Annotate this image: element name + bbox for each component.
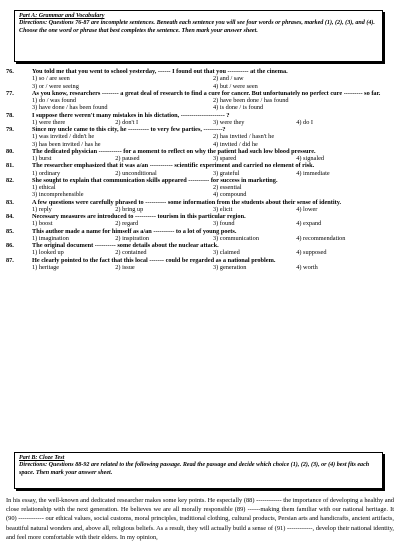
answer-option-3[interactable]: 3) generation bbox=[212, 263, 247, 271]
answer-option-3[interactable]: 3) have done / has been found bbox=[32, 104, 108, 112]
question-stem bbox=[6, 228, 394, 235]
answer-option-4[interactable]: 4) but / were seen bbox=[213, 82, 258, 90]
question-number: 77. bbox=[6, 89, 14, 97]
answer-options bbox=[6, 155, 394, 162]
answer-options bbox=[6, 249, 394, 256]
answer-option-2[interactable]: 2) has invited / hasn't he bbox=[213, 133, 275, 141]
answer-options bbox=[6, 235, 394, 242]
answer-option-1[interactable]: 1) ordinary bbox=[32, 169, 61, 177]
answer-option-1[interactable]: 1) do / was found bbox=[32, 97, 77, 104]
question-83 bbox=[6, 199, 394, 214]
question-stem bbox=[6, 90, 394, 97]
answer-option-1[interactable]: 1) burst bbox=[32, 155, 52, 162]
question-number: 79. bbox=[6, 126, 14, 133]
answer-options bbox=[6, 220, 394, 227]
question-number: 78. bbox=[6, 111, 14, 119]
answer-option-2[interactable]: 2) have been done / has found bbox=[213, 97, 289, 104]
question-text: A few questions were carefully phrased to ---------- some information from the students about their sense of identity. bbox=[32, 198, 342, 206]
question-85 bbox=[6, 228, 394, 243]
part-a-title: Part A: Grammar and Vocabulary bbox=[19, 13, 105, 19]
question-87 bbox=[6, 257, 394, 272]
question-78 bbox=[6, 112, 394, 127]
answer-option-2[interactable]: 2) and / saw bbox=[213, 75, 244, 83]
question-number: 86. bbox=[6, 242, 14, 249]
question-stem bbox=[6, 257, 394, 264]
question-number: 76. bbox=[6, 68, 14, 75]
question-stem bbox=[6, 177, 394, 184]
answer-option-1[interactable]: 1) was invited / didn't he bbox=[32, 133, 95, 141]
question-80 bbox=[6, 148, 394, 163]
answer-options bbox=[6, 206, 394, 213]
answer-option-3[interactable]: 3) were they bbox=[212, 118, 245, 126]
question-stem bbox=[6, 112, 394, 119]
question-86 bbox=[6, 242, 394, 257]
part-a-directions: Directions: Questions 76-87 are incomplete sentences. Beneath each sentence you will see four words or phrases, marked (1), (2), (3), and (4). Choose the one word or phrase that best completes the sentence. Then mark your answer sheet. bbox=[19, 20, 375, 34]
answer-option-2[interactable]: 2) essential bbox=[213, 184, 242, 191]
answer-options bbox=[6, 119, 394, 126]
question-text: The original document ---------- some details about the nuclear attack. bbox=[32, 242, 219, 249]
question-stem bbox=[6, 199, 394, 206]
part-a-instructions-box bbox=[14, 10, 383, 62]
answer-option-4[interactable]: 4) is done / is found bbox=[213, 104, 264, 112]
answer-option-2[interactable]: 2) bring up bbox=[115, 205, 144, 213]
answer-option-4[interactable]: 4) recommendation bbox=[296, 234, 346, 242]
question-text: Necessary measures are introduced to ---------- tourism in this particular region. bbox=[32, 213, 246, 220]
question-text: Since my uncle came to this city, he ---------- to very few parties, ---------? bbox=[32, 126, 226, 133]
answer-option-1[interactable]: 1) so / are seen bbox=[32, 75, 70, 83]
answer-option-1[interactable]: 1) ethical bbox=[32, 184, 56, 191]
answer-option-3[interactable]: 3) communication bbox=[212, 234, 259, 242]
question-79 bbox=[6, 126, 394, 148]
question-number: 85. bbox=[6, 227, 14, 235]
question-number: 84. bbox=[6, 213, 14, 220]
answer-options bbox=[6, 97, 394, 112]
answer-option-1[interactable]: 1) reply bbox=[32, 205, 52, 213]
answer-option-3[interactable]: 3) incomprehensible bbox=[32, 191, 84, 199]
cloze-passage: In his essay, the well-known and dedicated researcher makes some key points. He especially (88) ------------ the importance of developing a healthy and close relationship with the next generation. He believes we are all morally responsible (89) ------making them familiar with our national heritage. It (90) ------------ our ethical values, social customs, moral principles, traditional clothing, cultural products, Persian arts and handicrafts, ancient artifacts, beautiful natural wonders and, above all, religious beliefs. As a result, they will actually build a sense of (91) ------------, develop their national identity, and feel more comfortable with their elders. In my opinion, bbox=[6, 497, 394, 541]
question-stem bbox=[6, 126, 394, 133]
answer-option-2[interactable]: 2) contained bbox=[115, 249, 147, 257]
answer-option-1[interactable]: 1) were there bbox=[32, 118, 66, 126]
question-number: 82. bbox=[6, 176, 14, 184]
answer-option-3[interactable]: 3) elicit bbox=[212, 205, 233, 213]
question-stem bbox=[6, 148, 394, 155]
answer-option-4[interactable]: 4) supposed bbox=[296, 249, 327, 257]
question-text: You told me that you went to school yesterday, ------ I found out that you ---------- at the cinema. bbox=[32, 68, 288, 75]
question-text: She sought to explain that communication skills appeared ---------- for success in marketing. bbox=[32, 176, 278, 184]
answer-options bbox=[6, 184, 394, 199]
question-text: I suppose there weren't many mistakes in his dictation, --------------------- ? bbox=[32, 111, 230, 119]
question-text: This author made a name for himself as a/an ---------- to a lot of young poets. bbox=[32, 227, 237, 235]
question-stem bbox=[6, 213, 394, 220]
answer-option-4[interactable]: 4) lower bbox=[296, 205, 318, 213]
question-number: 80. bbox=[6, 147, 14, 155]
question-81 bbox=[6, 162, 394, 177]
question-82 bbox=[6, 177, 394, 199]
part-b-directions: Directions: Questions 88-92 are related to the following passage. Read the passage and decide which choice (1), (2), (3), or (4) best fits each space. Then mark your answer sheet. bbox=[19, 462, 370, 476]
part-b-instructions-box bbox=[14, 452, 383, 489]
question-text: The dedicated physician ----------- for a moment to reflect on why the patient had such low blood pressure. bbox=[32, 147, 316, 155]
answer-option-2[interactable]: 2) regard bbox=[115, 220, 139, 228]
answer-option-3[interactable]: 3) has been invited / has he bbox=[32, 140, 101, 148]
answer-option-4[interactable]: 4) compound bbox=[213, 191, 247, 199]
question-77 bbox=[6, 90, 394, 112]
answer-option-2[interactable]: 2) inspiration bbox=[115, 234, 150, 242]
answer-option-3[interactable]: 3) claimed bbox=[212, 249, 240, 257]
question-text: The researcher emphasized that it was a/an ----------- scientific experiment and carried no element of risk. bbox=[32, 162, 315, 170]
part-b-title: Part B: Cloze Test bbox=[19, 455, 65, 461]
answer-option-2[interactable]: 2) paused bbox=[115, 155, 140, 162]
question-84 bbox=[6, 213, 394, 228]
answer-options bbox=[6, 170, 394, 177]
question-number: 83. bbox=[6, 198, 14, 206]
answer-option-2[interactable]: 2) issue bbox=[115, 263, 135, 271]
answer-options bbox=[6, 75, 394, 90]
answer-option-4[interactable]: 4) do I bbox=[296, 118, 314, 126]
question-number: 87. bbox=[6, 256, 14, 264]
answer-option-4[interactable]: 4) worth bbox=[296, 263, 318, 271]
question-76 bbox=[6, 68, 394, 90]
answer-option-2[interactable]: 2) don't I bbox=[115, 118, 139, 126]
answer-option-1[interactable]: 1) heritage bbox=[32, 263, 60, 271]
answer-options bbox=[6, 264, 394, 271]
question-text: He clearly pointed to the fact that this local ------- could be regarded as a national problem. bbox=[32, 256, 276, 264]
answer-option-1[interactable]: 1) boost bbox=[32, 220, 53, 228]
question-stem bbox=[6, 68, 394, 75]
answer-option-3[interactable]: 3) or / were seeing bbox=[32, 82, 79, 90]
answer-option-3[interactable]: 3) grateful bbox=[212, 169, 240, 177]
question-stem bbox=[6, 162, 394, 169]
answer-option-4[interactable]: 4) invited / did he bbox=[213, 140, 258, 148]
question-stem bbox=[6, 242, 394, 249]
question-number: 81. bbox=[6, 162, 14, 170]
answer-options bbox=[6, 133, 394, 148]
answer-option-4[interactable]: 4) expand bbox=[296, 220, 322, 228]
answer-option-1[interactable]: 1) looked up bbox=[32, 249, 64, 257]
answer-option-2[interactable]: 2) unconditional bbox=[115, 169, 157, 177]
question-text: As you know, researchers -------- a great deal of research to find a cure for cancer. But unfortunately no perfect cure --------- so far. bbox=[32, 89, 381, 97]
answer-option-3[interactable]: 3) spared bbox=[212, 155, 237, 162]
answer-option-4[interactable]: 4) immediate bbox=[296, 169, 330, 177]
answer-option-1[interactable]: 1) imagination bbox=[32, 234, 69, 242]
answer-option-3[interactable]: 3) found bbox=[212, 220, 235, 228]
answer-option-4[interactable]: 4) signaled bbox=[296, 155, 325, 162]
question-list bbox=[6, 68, 394, 271]
